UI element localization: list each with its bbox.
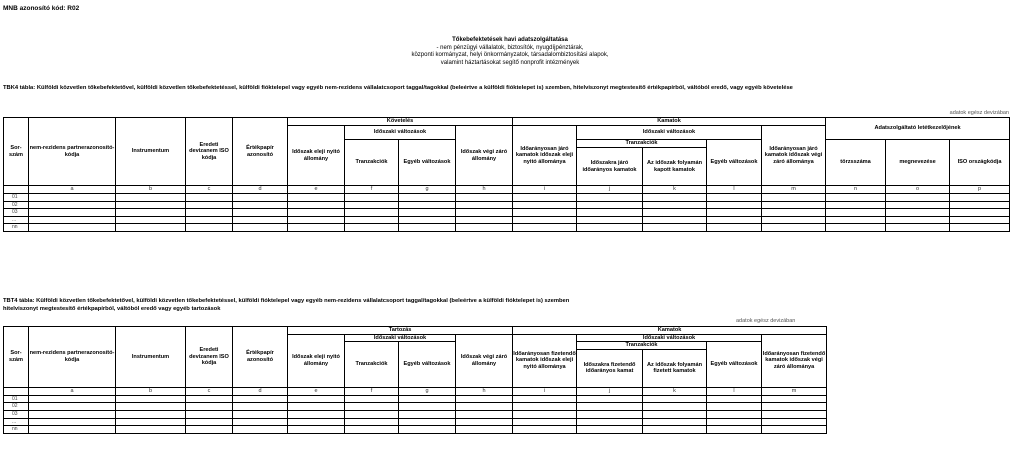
data-cell[interactable]: [707, 426, 762, 434]
data-cell[interactable]: [456, 224, 513, 232]
data-cell[interactable]: [116, 209, 186, 217]
tbt4-letter: d: [233, 387, 288, 395]
tbt4-letter: k: [643, 387, 707, 395]
tbk4-int-transactions: Tranzakciók: [577, 140, 707, 148]
data-cell[interactable]: [643, 194, 707, 202]
data-cell[interactable]: [643, 201, 707, 209]
data-cell[interactable]: [29, 224, 116, 232]
tbk4-h-row: Sor-szám: [4, 118, 29, 186]
data-cell[interactable]: [886, 216, 950, 224]
tbt4-h-closing: Időszak végi záró állomány: [456, 334, 513, 387]
tbt4-int-transactions: Tranzakciók: [577, 342, 707, 350]
tbk4-h-opening: Időszak eleji nyitó állomány: [288, 126, 345, 186]
tbk4-letter: j: [577, 186, 643, 194]
data-cell[interactable]: [186, 194, 233, 202]
data-cell[interactable]: [950, 194, 1010, 202]
tbk4-letter: h: [456, 186, 513, 194]
data-cell[interactable]: [456, 418, 513, 426]
data-cell[interactable]: [345, 410, 399, 418]
data-cell[interactable]: [345, 395, 399, 403]
tbk4-h-regno: törzsszáma: [826, 140, 886, 186]
data-cell[interactable]: [826, 224, 886, 232]
tbk4-h-name: megnevezése: [886, 140, 950, 186]
data-cell[interactable]: [345, 418, 399, 426]
data-cell[interactable]: [288, 395, 345, 403]
data-cell[interactable]: [577, 209, 643, 217]
table-row: [4, 426, 827, 434]
data-cell[interactable]: [513, 194, 577, 202]
tbk4-h-int-close: Időarányosan járó kamatok időszak végi záró állománya: [762, 126, 826, 186]
data-cell[interactable]: [116, 403, 186, 411]
data-cell[interactable]: [116, 216, 186, 224]
form-title-main: Tőkebefektetések havi adatszolgáltatása: [452, 37, 568, 43]
tbt4-int-period-changes: Időszaki változások: [577, 334, 762, 342]
tbk4-period-changes: Időszaki változások: [345, 126, 456, 140]
tbt4-letter: h: [456, 387, 513, 395]
tbk4-h-iso: ISO országkódja: [950, 140, 1010, 186]
data-cell[interactable]: [826, 216, 886, 224]
tbk4-letter: g: [399, 186, 456, 194]
mnb-code: MNB azonosító kód: R02: [3, 5, 80, 12]
tbt4-h-int-paid: Az időszak folyamán fizetett kamatok: [643, 349, 707, 387]
data-cell[interactable]: [399, 395, 456, 403]
data-cell[interactable]: [762, 216, 826, 224]
tbt4-h-int-open: Időarányosan fizetendő kamatok időszak eleji nyitó állománya: [513, 334, 577, 387]
data-cell[interactable]: [399, 216, 456, 224]
tbt4-body: [4, 395, 827, 433]
row-number: 03: [4, 209, 29, 217]
data-cell[interactable]: [950, 224, 1010, 232]
tbk4-h-instrument: Instrumentum: [116, 118, 186, 186]
tbk4-h-int-open: Időarányosan járó kamatok időszak eleji nyitó állománya: [513, 126, 577, 186]
data-cell[interactable]: [399, 209, 456, 217]
data-cell[interactable]: [707, 224, 762, 232]
tbk4-letter: l: [707, 186, 762, 194]
tbt4-letter: b: [116, 387, 186, 395]
data-cell[interactable]: [29, 426, 116, 434]
tbk4-letter: a: [29, 186, 116, 194]
data-cell[interactable]: [456, 395, 513, 403]
form-title: [260, 37, 760, 67]
data-cell[interactable]: [513, 201, 577, 209]
data-cell[interactable]: [456, 410, 513, 418]
row-number: 01: [4, 194, 29, 202]
data-cell[interactable]: [399, 194, 456, 202]
data-cell[interactable]: [116, 194, 186, 202]
data-cell[interactable]: [29, 201, 116, 209]
tbt4-h-int-other: Egyéb változások: [707, 342, 762, 388]
tbk4-letter: c: [186, 186, 233, 194]
tbt4-letter: a: [29, 387, 116, 395]
tbt4-letter: j: [577, 387, 643, 395]
tbk4-group-interest: Kamatok: [513, 118, 826, 126]
data-cell[interactable]: [950, 209, 1010, 217]
data-cell[interactable]: [886, 224, 950, 232]
tbt4-h-int-accr: Időszakra fizetendő időarányos kamat: [577, 349, 643, 387]
tbk4-letter: n: [826, 186, 886, 194]
data-cell[interactable]: [233, 201, 288, 209]
tbk4-body: [4, 194, 1010, 232]
row-number: 01: [4, 395, 29, 403]
data-cell[interactable]: [513, 216, 577, 224]
tbt4-caption: [3, 298, 1003, 313]
data-cell[interactable]: [288, 194, 345, 202]
data-cell[interactable]: [577, 194, 643, 202]
tbk4-h-trans: Tranzakciók: [345, 140, 399, 186]
data-cell[interactable]: [950, 201, 1010, 209]
tbk4-h-currency: Eredeti devizanem ISO kódja: [186, 118, 233, 186]
data-cell[interactable]: [762, 224, 826, 232]
tbt4-table: [3, 326, 827, 434]
data-cell[interactable]: [513, 418, 577, 426]
tbt4-letter: f: [345, 387, 399, 395]
data-cell[interactable]: [345, 216, 399, 224]
data-cell[interactable]: [643, 426, 707, 434]
tbt4-h-trans: Tranzakciók: [345, 342, 399, 388]
tbk4-h-security: Értékpapír azonosító: [233, 118, 288, 186]
data-cell[interactable]: [826, 194, 886, 202]
table-row: [4, 201, 1010, 209]
data-cell[interactable]: [577, 410, 643, 418]
data-cell[interactable]: [826, 201, 886, 209]
data-cell[interactable]: [288, 426, 345, 434]
data-cell[interactable]: [456, 201, 513, 209]
data-cell[interactable]: [233, 403, 288, 411]
tbk4-letter: f: [345, 186, 399, 194]
data-cell[interactable]: [399, 426, 456, 434]
data-cell[interactable]: [643, 216, 707, 224]
tbt4-h-opening: Időszak eleji nyitó állomány: [288, 334, 345, 387]
data-cell[interactable]: [456, 209, 513, 217]
data-cell[interactable]: [950, 216, 1010, 224]
table-row: [4, 216, 1010, 224]
tbt4-letter: m: [762, 387, 827, 395]
row-number: ...: [4, 216, 29, 224]
form-title-line: - nem pénzügyi vállalatok, biztosítók, nyugdíjpénztárak,: [436, 44, 584, 51]
data-cell[interactable]: [29, 410, 116, 418]
tbt4-h-partner: nem-rezidens partnerazonosító-kódja: [29, 327, 116, 388]
data-cell[interactable]: [513, 209, 577, 217]
tbk4-h-int-other: Egyéb változások: [707, 140, 762, 186]
data-cell[interactable]: [186, 201, 233, 209]
data-cell[interactable]: [513, 395, 577, 403]
tbk4-letter: e: [288, 186, 345, 194]
tbt4-caption-line: TBT4 tábla: Külföldi közvetlen tőkebefektetővel, külföldi közvetlen tőkebefektetéssel, külföldi fióktelepel vagy egyéb nem-rezidens vállalatcsoport taggal/tagokkal (beleértve a külföldi fióktelepet is) szemben: [3, 298, 570, 304]
tbk4-caption: TBK4 tábla: Külföldi közvetlen tőkebefektetővel, külföldi közvetlen tőkebefektetéssel, külföldi fióktelepel vagy egyéb nem-rezidens vállalatcsoport taggal/tagokkal (beleértve a külföldi fióktelepet is) szemben, hitelviszonyt megtestesítő értékpapírból, váltóból eredő, vagy egyéb követelése: [3, 85, 793, 91]
data-cell[interactable]: [513, 224, 577, 232]
table-row: [4, 194, 1010, 202]
data-cell[interactable]: [762, 418, 827, 426]
data-cell[interactable]: [233, 224, 288, 232]
row-number: 03: [4, 410, 29, 418]
data-cell[interactable]: [186, 410, 233, 418]
data-cell[interactable]: [288, 403, 345, 411]
data-cell[interactable]: [233, 216, 288, 224]
tbt4-letter: c: [186, 387, 233, 395]
tbt4-letter-blank: [4, 387, 29, 395]
data-cell[interactable]: [513, 403, 577, 411]
form-title-line: valamint háztartásokat segítő nonprofit intézmények: [440, 59, 580, 66]
data-cell[interactable]: [116, 395, 186, 403]
tbk4-letter: d: [233, 186, 288, 194]
data-cell[interactable]: [762, 395, 827, 403]
tbt4-period-changes: Időszaki változások: [345, 334, 456, 342]
tbk4-letter: b: [116, 186, 186, 194]
data-cell[interactable]: [707, 194, 762, 202]
data-cell[interactable]: [707, 418, 762, 426]
tbt4-h-other: Egyéb változások: [399, 342, 456, 388]
data-cell[interactable]: [762, 403, 827, 411]
data-cell[interactable]: [186, 418, 233, 426]
data-cell[interactable]: [29, 194, 116, 202]
data-cell[interactable]: [762, 410, 827, 418]
data-cell[interactable]: [186, 403, 233, 411]
data-cell[interactable]: [513, 410, 577, 418]
tbt4-unit: adatok egész devizában: [736, 318, 796, 324]
data-cell[interactable]: [707, 395, 762, 403]
data-cell[interactable]: [643, 224, 707, 232]
tbt4-caption-line: hitelviszonyt megtestesítő értékpapírból, váltóból eredő vagy egyéb tartozások: [3, 305, 221, 312]
data-cell[interactable]: [399, 403, 456, 411]
tbk4-h-partner: nem-rezidens partnerazonosító-kódja: [29, 118, 116, 186]
table-row: [4, 224, 1010, 232]
table-row: [4, 209, 1010, 217]
data-cell[interactable]: [707, 403, 762, 411]
tbt4-group-interest: Kamatok: [513, 327, 827, 335]
data-cell[interactable]: [116, 418, 186, 426]
data-cell[interactable]: [707, 201, 762, 209]
data-cell[interactable]: [513, 426, 577, 434]
data-cell[interactable]: [116, 201, 186, 209]
data-cell[interactable]: [643, 418, 707, 426]
data-cell[interactable]: [345, 403, 399, 411]
data-cell[interactable]: [577, 216, 643, 224]
tbt4-h-row: Sor-szám: [4, 327, 29, 388]
data-cell[interactable]: [233, 395, 288, 403]
data-cell[interactable]: [345, 194, 399, 202]
data-cell[interactable]: [577, 426, 643, 434]
tbk4-unit: adatok egész devizában: [949, 110, 1009, 116]
data-cell[interactable]: [29, 418, 116, 426]
data-cell[interactable]: [186, 224, 233, 232]
data-cell[interactable]: [233, 418, 288, 426]
tbk4-letter: m: [762, 186, 826, 194]
tbt4-h-security: Értékpapír azonosító: [233, 327, 288, 388]
data-cell[interactable]: [456, 216, 513, 224]
tbk4-letter-blank: [4, 186, 29, 194]
data-cell[interactable]: [643, 403, 707, 411]
data-cell[interactable]: [826, 209, 886, 217]
tbk4-h-int-recv: Az időszak folyamán kapott kamatok: [643, 148, 707, 186]
data-cell[interactable]: [345, 201, 399, 209]
form-title-line: központi kormányzat, helyi önkormányzatok, társadalombiztosítási alapok,: [411, 52, 609, 59]
data-cell[interactable]: [643, 209, 707, 217]
data-cell[interactable]: [29, 403, 116, 411]
table-row: [4, 410, 827, 418]
data-cell[interactable]: [577, 395, 643, 403]
data-cell[interactable]: [707, 209, 762, 217]
tbk4-group-claim: Követelés: [288, 118, 513, 126]
table-row: [4, 395, 827, 403]
data-cell[interactable]: [577, 418, 643, 426]
data-cell[interactable]: [288, 410, 345, 418]
data-cell[interactable]: [577, 224, 643, 232]
data-cell[interactable]: [345, 224, 399, 232]
tbk4-int-period-changes: Időszaki változások: [577, 126, 762, 140]
data-cell[interactable]: [399, 418, 456, 426]
tbt4-letter: e: [288, 387, 345, 395]
data-cell[interactable]: [233, 209, 288, 217]
data-cell[interactable]: [233, 194, 288, 202]
data-cell[interactable]: [456, 426, 513, 434]
data-cell[interactable]: [762, 209, 826, 217]
tbt4-h-int-close: Időarányosan fizetendő kamatok időszak végi záró állománya: [762, 334, 827, 387]
row-number: 02: [4, 403, 29, 411]
data-cell[interactable]: [345, 426, 399, 434]
data-cell[interactable]: [456, 403, 513, 411]
table-row: [4, 418, 827, 426]
tbk4-table: [3, 117, 1010, 232]
data-cell[interactable]: [233, 426, 288, 434]
data-cell[interactable]: [288, 224, 345, 232]
tbk4-letter: i: [513, 186, 577, 194]
data-cell[interactable]: [886, 194, 950, 202]
tbk4-h-int-accr: Időszakra járó időarányos kamatok: [577, 148, 643, 186]
data-cell[interactable]: [399, 201, 456, 209]
data-cell[interactable]: [399, 224, 456, 232]
data-cell[interactable]: [707, 410, 762, 418]
data-cell[interactable]: [345, 209, 399, 217]
data-cell[interactable]: [186, 209, 233, 217]
data-cell[interactable]: [288, 201, 345, 209]
data-cell[interactable]: [762, 194, 826, 202]
data-cell[interactable]: [886, 201, 950, 209]
tbt4-letter: l: [707, 387, 762, 395]
data-cell[interactable]: [886, 209, 950, 217]
row-number: nn: [4, 224, 29, 232]
tbt4-letter: g: [399, 387, 456, 395]
data-cell[interactable]: [643, 410, 707, 418]
data-cell[interactable]: [643, 395, 707, 403]
row-number: nn: [4, 426, 29, 434]
data-cell[interactable]: [288, 216, 345, 224]
data-cell[interactable]: [29, 216, 116, 224]
data-cell[interactable]: [29, 209, 116, 217]
data-cell[interactable]: [577, 403, 643, 411]
tbk4-h-closing: Időszak végi záró állomány: [456, 126, 513, 186]
data-cell[interactable]: [456, 194, 513, 202]
row-number: 02: [4, 201, 29, 209]
tbt4-letter: i: [513, 387, 577, 395]
data-cell[interactable]: [116, 410, 186, 418]
data-cell[interactable]: [762, 201, 826, 209]
data-cell[interactable]: [762, 426, 827, 434]
data-cell[interactable]: [29, 395, 116, 403]
row-number: ...: [4, 418, 29, 426]
tbt4-h-currency: Eredeti devizanem ISO kódja: [186, 327, 233, 388]
data-cell[interactable]: [707, 216, 762, 224]
data-cell[interactable]: [186, 216, 233, 224]
data-cell[interactable]: [233, 410, 288, 418]
data-cell[interactable]: [116, 426, 186, 434]
tbk4-letter: k: [643, 186, 707, 194]
data-cell[interactable]: [399, 410, 456, 418]
tbk4-letter: p: [950, 186, 1010, 194]
tbk4-group-reporter: Adatszolgáltató letétkezelőjének: [826, 118, 1010, 140]
data-cell[interactable]: [577, 201, 643, 209]
tbk4-letter: o: [886, 186, 950, 194]
tbt4-h-instrument: Instrumentum: [116, 327, 186, 388]
data-cell[interactable]: [288, 209, 345, 217]
data-cell[interactable]: [186, 395, 233, 403]
data-cell[interactable]: [186, 426, 233, 434]
data-cell[interactable]: [116, 224, 186, 232]
tbk4-h-other: Egyéb változások: [399, 140, 456, 186]
tbt4-group-debt: Tartozás: [288, 327, 513, 335]
data-cell[interactable]: [288, 418, 345, 426]
table-row: [4, 403, 827, 411]
